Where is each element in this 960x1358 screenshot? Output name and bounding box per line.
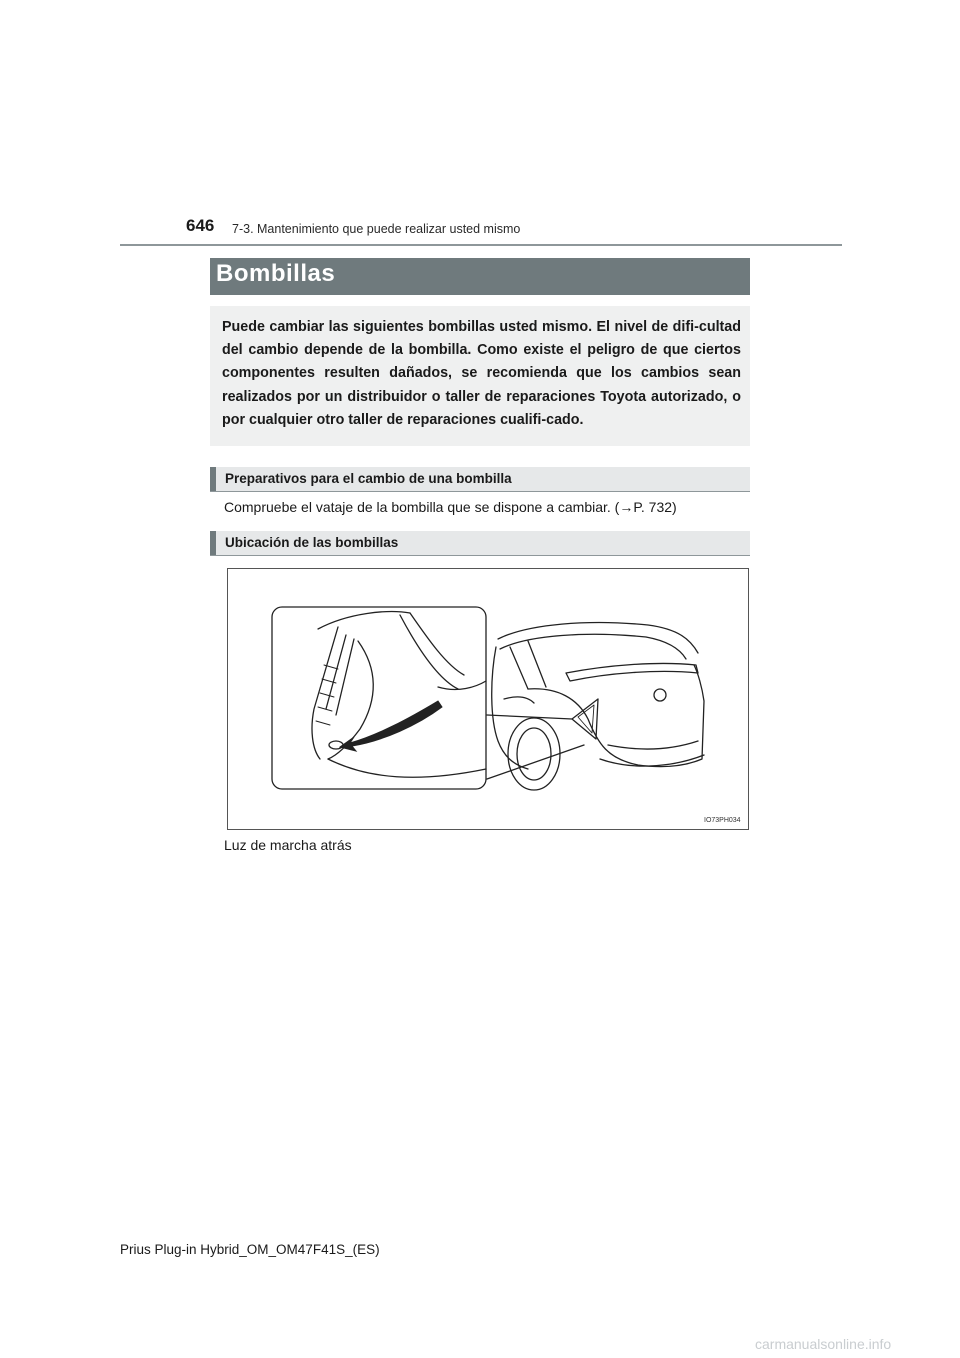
- rear-car-bulb-location-icon: [228, 569, 748, 829]
- intro-text: Puede cambiar las siguientes bombillas usted mismo. El nivel de difi-cultad del cambio depende de la bombilla. Como existe el peligro de que ciertos componentes resulten dañados, se recomienda que los cambios sean realizados por un distribuidor o taller de reparaciones Toyota autorizado, o por cualquier otro taller de reparaciones cualifi-cado.: [222, 319, 741, 428]
- subheading-preparation-label: Preparativos para el cambio de una bombilla: [225, 471, 512, 486]
- footer-document-id: Prius Plug-in Hybrid_OM_OM47F41S_(ES): [120, 1242, 380, 1257]
- figure-caption: Luz de marcha atrás: [224, 837, 352, 853]
- figure-code: IO73PH034: [704, 817, 741, 824]
- page-number: 646: [186, 216, 215, 235]
- figure-frame: [227, 568, 749, 830]
- subheading-location-label: Ubicación de las bombillas: [225, 535, 399, 550]
- section-title: Bombillas: [216, 260, 336, 287]
- subheading-location: [210, 531, 750, 556]
- subheading-preparation: [210, 467, 750, 492]
- header-rule: [120, 244, 842, 246]
- running-header: 7-3. Mantenimiento que puede realizar usted mismo: [232, 222, 521, 236]
- preparation-text: Compruebe el vataje de la bombilla que se dispone a cambiar. (→P. 732): [224, 499, 677, 515]
- watermark: carmanualsonline.info: [755, 1336, 892, 1352]
